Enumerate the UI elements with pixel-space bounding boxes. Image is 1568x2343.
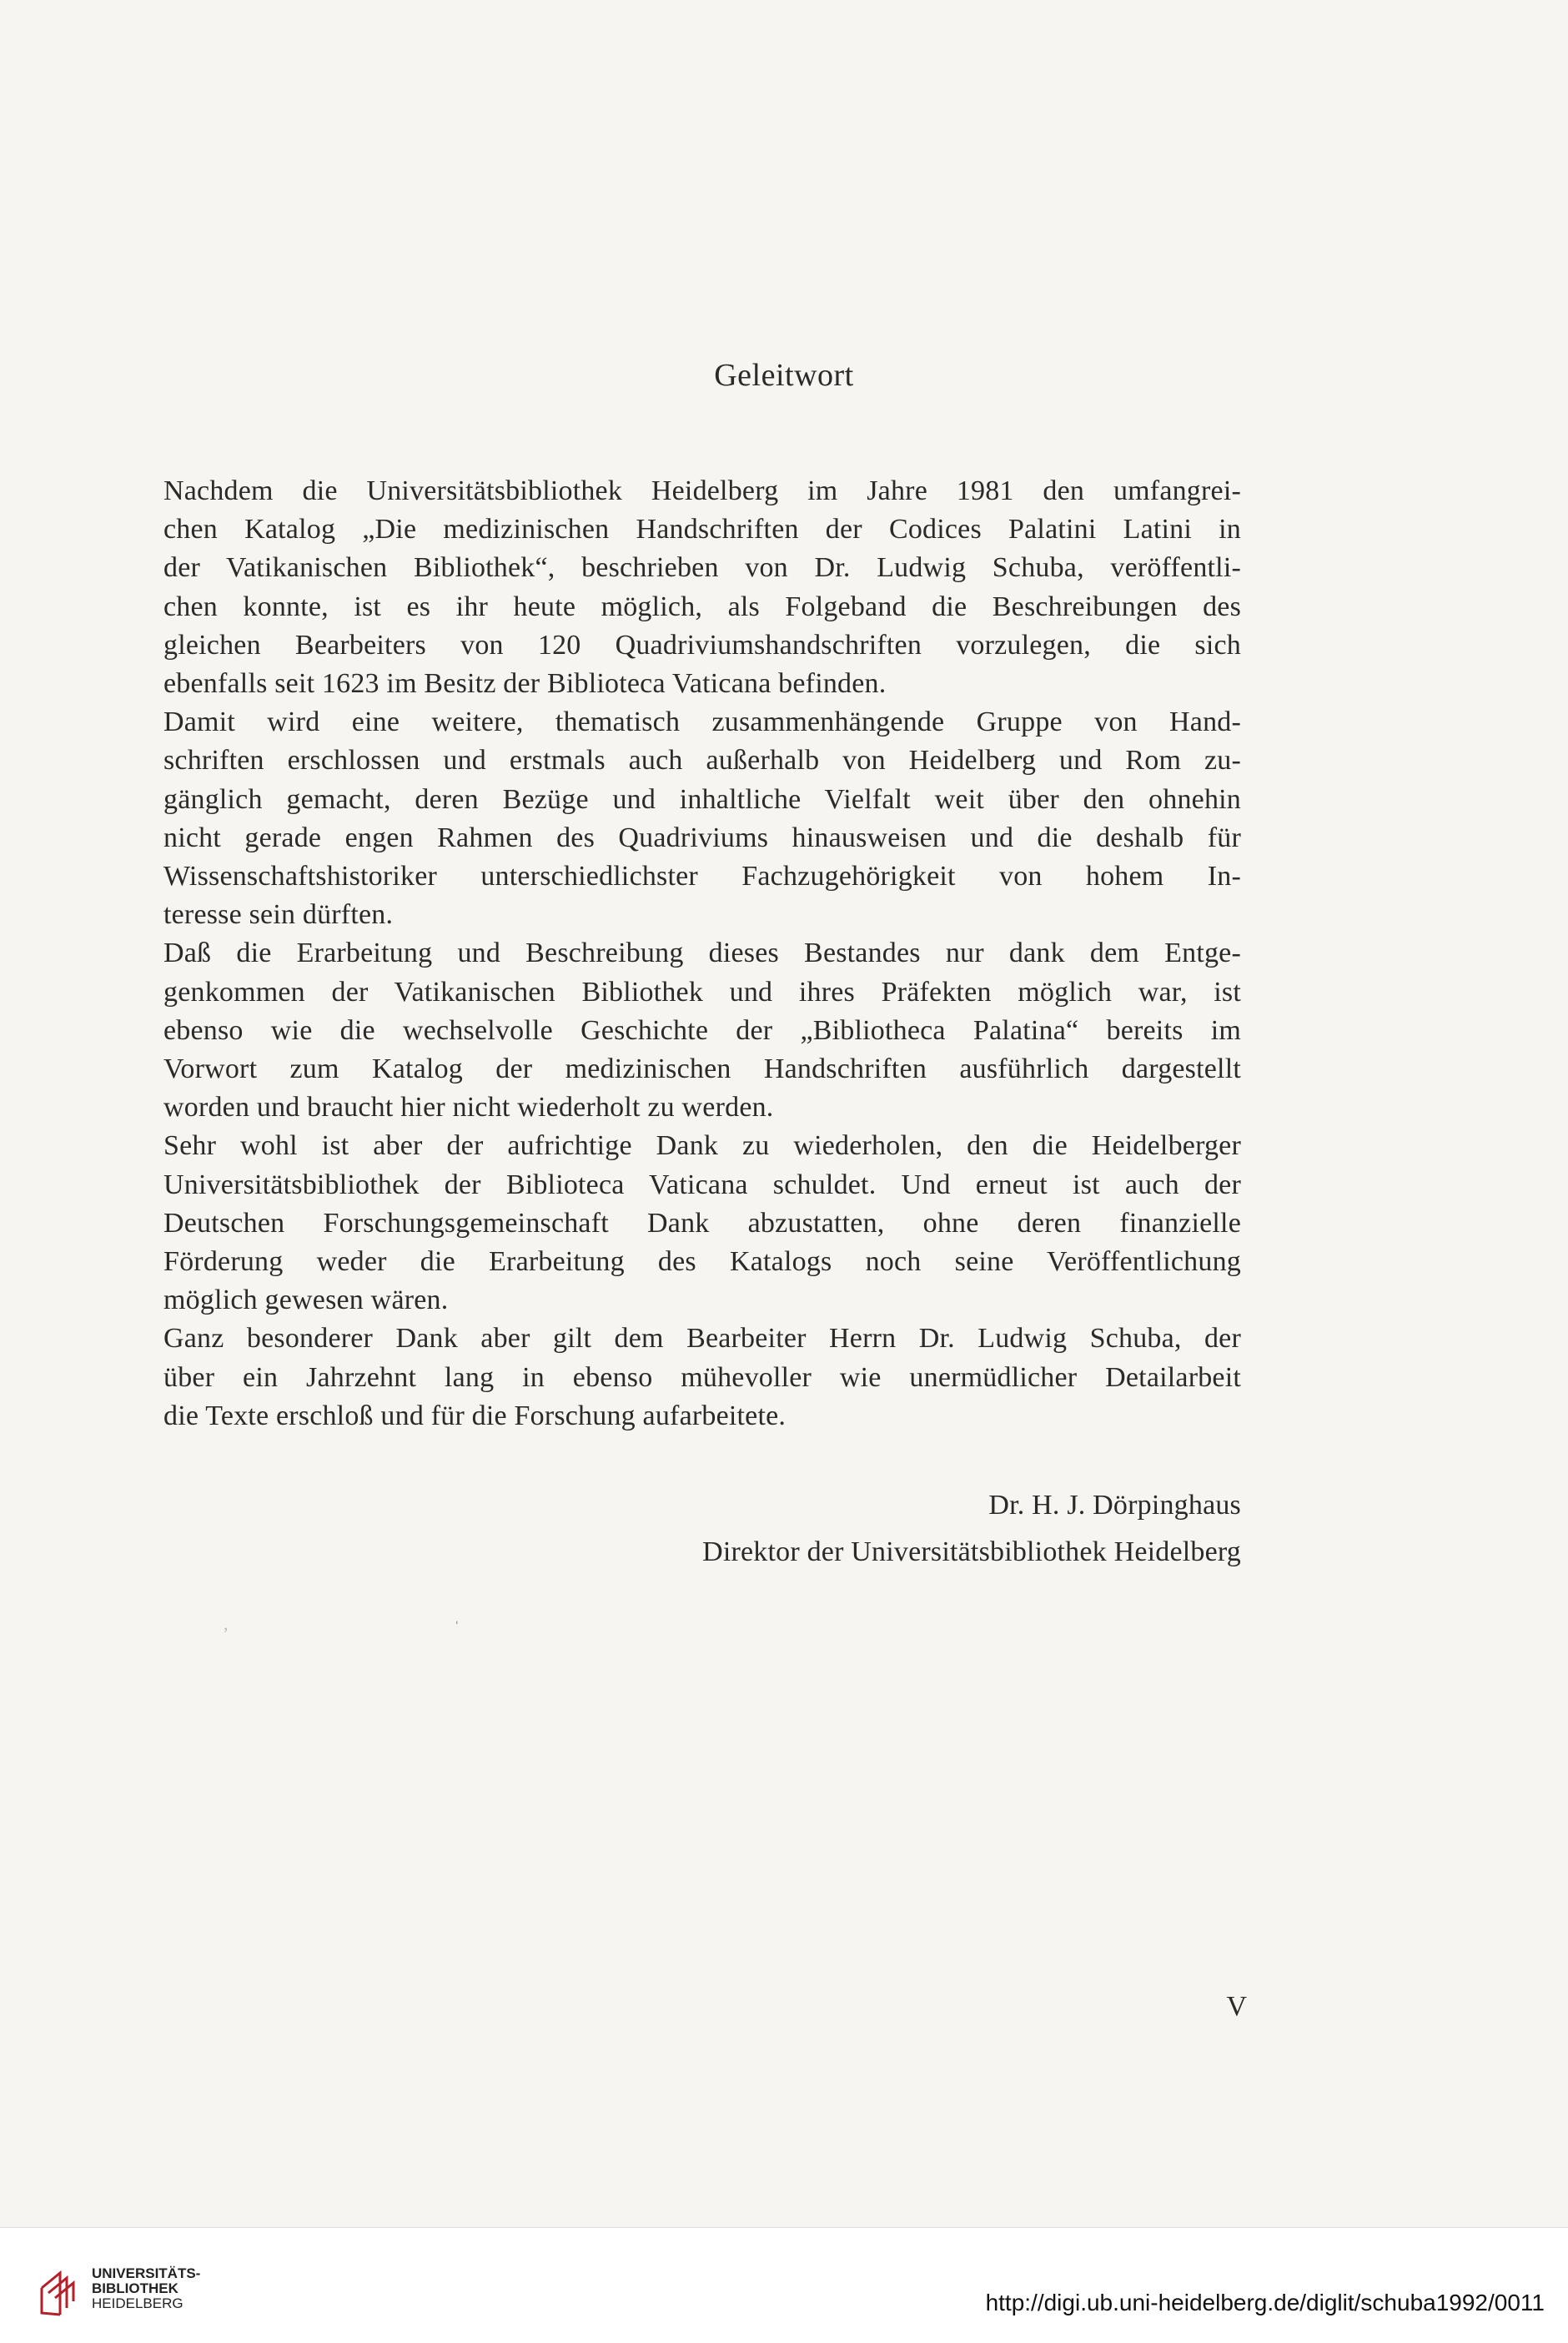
text-line: schriften erschlossen und erstmals auch außerhalb von Heidelberg und Rom zu- [163,745,1241,777]
text-line: über ein Jahrzehnt lang in ebenso mühevoller wie unermüdlicher Detailarbeit [163,1361,1241,1393]
text-line: Vorwort zum Katalog der medizinischen Handschriften ausführlich dargestellt [163,1053,1241,1085]
text-line: ebenso wie die wechselvolle Geschichte der „Bibliotheca Palatina“ bereits im [163,1014,1241,1046]
text-line: die Texte erschloß und für die Forschung aufarbeitete. [163,1400,787,1431]
text-line: möglich gewesen wären. [163,1285,449,1316]
text-line: Nachdem die Universitätsbibliothek Heidelberg im Jahre 1981 den umfangrei- [163,475,1241,506]
page-title: Geleitwort [714,358,854,393]
text-line: chen konnte, ist es ihr heute möglich, als Folgeband die Beschreibungen des [163,591,1241,622]
signature-role: Direktor der Universitätsbibliothek Heidelberg [702,1536,1241,1567]
text-line: Deutschen Forschungsgemeinschaft Dank abzustatten, ohne deren finanzielle [163,1207,1241,1239]
signature-name: Dr. H. J. Dörpinghaus [988,1490,1241,1521]
text-line: Damit wird eine weitere, thematisch zusammenhängende Gruppe von Hand- [163,706,1241,738]
text-line: teresse sein dürften. [163,899,394,931]
permalink-url[interactable]: http://digi.ub.uni-heidelberg.de/diglit/schuba1992/0011 [985,2290,1545,2315]
paragraph [163,934,1241,1127]
text-line: genkommen der Vatikanischen Bibliothek und ihres Präfekten möglich war, ist [163,976,1241,1008]
paper-speck: , [224,1613,229,1634]
page-number: V [1226,1991,1247,2022]
text-line: gänglich gemacht, deren Bezüge und inhaltliche Vielfalt weit über den ohnehin [163,783,1241,815]
paragraph [163,1320,1241,1435]
text-line: der Vatikanischen Bibliothek“, beschrieben von Dr. Ludwig Schuba, veröffentli- [163,552,1241,584]
text-line: Wissenschaftshistoriker unterschiedlichster Fachzugehörigkeit von hohem In- [163,861,1241,892]
text-line: gleichen Bearbeiters von 120 Quadriviumshandschriften vorzulegen, die sich [163,629,1241,661]
paragraph [163,703,1241,934]
paragraph [163,472,1241,703]
text-line: Universitätsbibliothek der Biblioteca Vaticana schuldet. Und erneut ist auch der [163,1169,1241,1200]
text-line: Sehr wohl ist aber der aufrichtige Dank zu wiederholen, den die Heidelberger [163,1130,1241,1162]
text-line: Ganz besonderer Dank aber gilt dem Bearbeiter Herrn Dr. Ludwig Schuba, der [163,1323,1241,1355]
logo-line: HEIDELBERG [92,2295,183,2311]
signature-block [702,1482,1241,1576]
library-logo-text [92,2266,200,2311]
text-line: worden und braucht hier nicht wiederholt zu werden. [163,1092,774,1124]
logo-line: UNIVERSITÄTS- [92,2265,201,2281]
logo-line: BIBLIOTHEK [92,2280,178,2296]
text-line: chen Katalog „Die medizinischen Handschriften der Codices Palatini Latini in [163,514,1241,546]
viewer-footer [0,2227,1568,2343]
text-line: ebenfalls seit 1623 im Besitz der Biblioteca Vaticana befinden. [163,668,887,700]
paper-speck: ˌ [454,1603,460,1624]
paragraph [163,1127,1241,1320]
text-line: Förderung weder die Erarbeitung des Katalogs noch seine Veröffentlichung [163,1246,1241,1278]
text-line: Daß die Erarbeitung und Beschreibung dieses Bestandes nur dank dem Entge- [163,938,1241,969]
body-text [163,472,1241,1435]
university-library-logo-icon [38,2255,85,2318]
text-line: nicht gerade engen Rahmen des Quadriviums hinausweisen und die deshalb für [163,822,1241,853]
